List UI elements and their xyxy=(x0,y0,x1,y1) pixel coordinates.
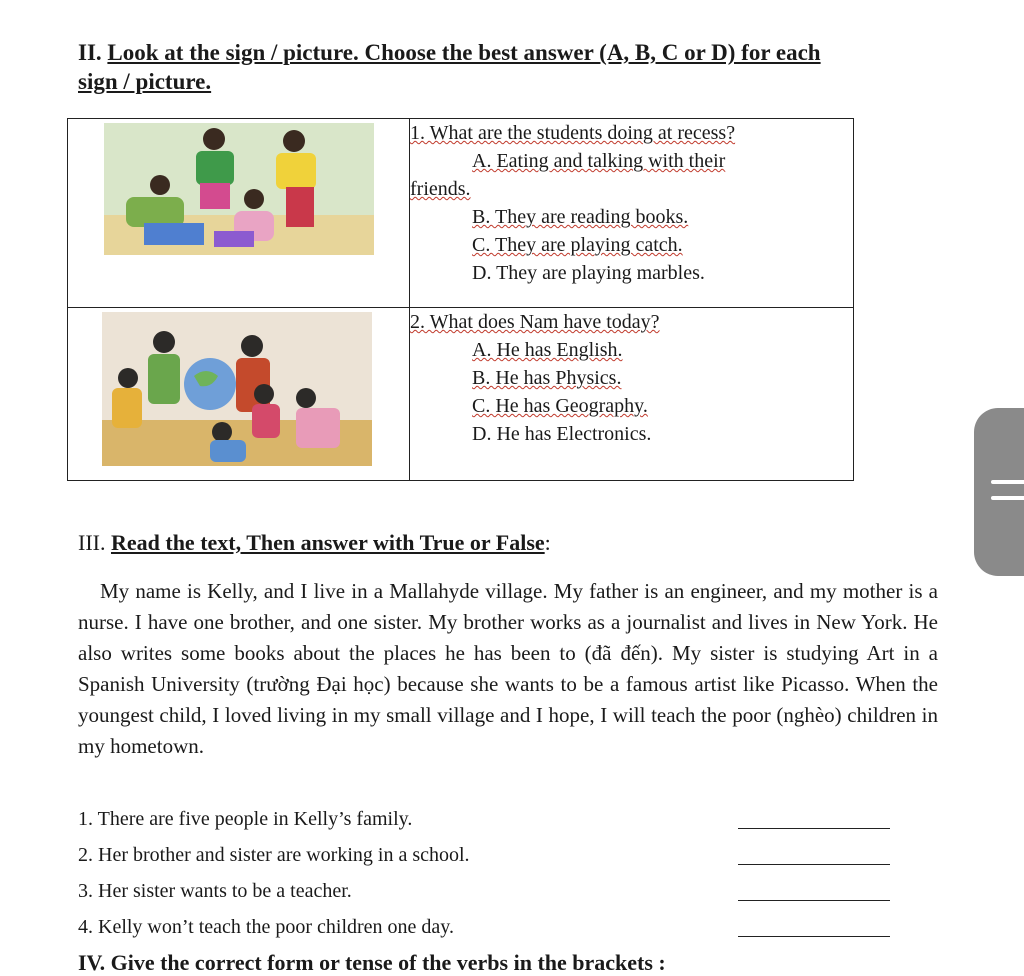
question-2-text: 2. What does Nam have today? xyxy=(410,311,660,333)
question-1-text: 1. What are the students doing at recess? xyxy=(410,122,736,144)
question-2-option-a: A. He has English. xyxy=(472,339,623,361)
picture-cell xyxy=(68,119,410,308)
question-2-option-b: B. He has Physics. xyxy=(472,367,622,389)
section-2-title-line1: Look at the sign / picture. Choose the best answer (A, B, C or D) for each xyxy=(107,40,821,65)
question-row xyxy=(68,308,854,481)
geography-class-image xyxy=(102,312,372,466)
statement-text: 2. Her brother and sister are working in a school. xyxy=(78,844,470,866)
question-2-option-d: D. He has Electronics. xyxy=(472,423,652,445)
section-2-heading xyxy=(78,38,918,96)
statement-row xyxy=(78,808,898,831)
question-row xyxy=(68,119,854,308)
section-3-colon: : xyxy=(544,530,551,555)
answer-blank[interactable] xyxy=(738,900,890,901)
recess-students-image xyxy=(104,123,374,255)
section-3-number: III. xyxy=(78,530,106,555)
question-1-option-d: D. They are playing marbles. xyxy=(472,262,705,284)
statement-row xyxy=(78,916,898,939)
statement-text: 1. There are five people in Kelly’s family. xyxy=(78,808,413,830)
question-table xyxy=(67,118,854,481)
grip-line-icon xyxy=(991,480,1024,484)
statement-row xyxy=(78,880,898,903)
question-1-option-b: B. They are reading books. xyxy=(472,206,689,228)
scroll-handle[interactable] xyxy=(974,408,1024,576)
section-3-title: Read the text, Then answer with True or False xyxy=(110,530,545,555)
statement-text: 4. Kelly won’t teach the poor children one day. xyxy=(78,916,454,938)
question-1-option-a: A. Eating and talking with their xyxy=(472,150,726,172)
answer-blank[interactable] xyxy=(738,864,890,865)
statement-row xyxy=(78,844,898,867)
question-2-option-c: C. He has Geography. xyxy=(472,395,648,417)
statement-text: 3. Her sister wants to be a teacher. xyxy=(78,880,352,902)
reading-passage: My name is Kelly, and I live in a Mallahyde village. My father is an engineer, and my mother is a nurse. I have one brother, and one sister. My brother works as a journalist and lives in New York. He also writes some books about the places he has been to (đã đến). My sister is studying Art in a Spanish University (trường Đại học) because she wants to be a famous artist like Picasso. When the youngest child, I loved living in my small village and I hope, I will teach the poor (nghèo) children in my hometown. xyxy=(78,579,938,758)
section-2-title-line2: sign / picture. xyxy=(78,69,212,94)
question-1-cell xyxy=(410,119,854,308)
question-1-option-c: C. They are playing catch. xyxy=(472,234,683,256)
grip-line-icon xyxy=(991,496,1024,500)
answer-blank[interactable] xyxy=(738,936,890,937)
section-4-heading: IV. Give the correct form or tense of the verbs in the brackets : xyxy=(78,950,666,975)
question-1-option-a-continued: friends. xyxy=(410,178,471,200)
section-2-number: II. xyxy=(78,40,102,65)
section-3-heading xyxy=(78,530,551,556)
answer-blank[interactable] xyxy=(738,828,890,829)
picture-cell xyxy=(68,308,410,481)
question-2-cell xyxy=(410,308,854,481)
